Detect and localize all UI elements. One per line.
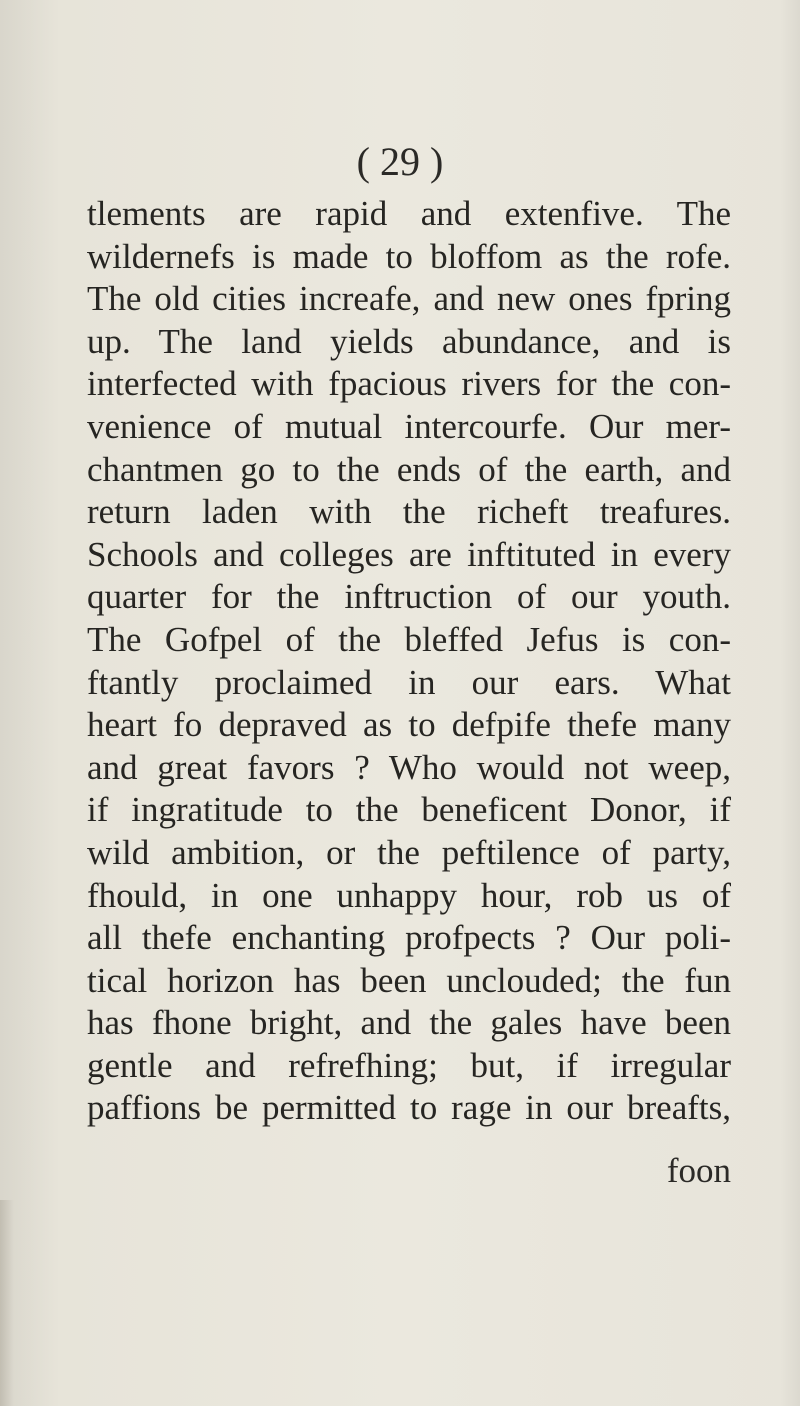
text-line: all thefe enchanting profpects ? Our poli- bbox=[87, 918, 731, 958]
margin-stain bbox=[0, 1200, 14, 1406]
gutter-shadow bbox=[0, 0, 60, 1406]
text-line: wildernefs is made to bloffom as the rofe. bbox=[87, 236, 731, 276]
text-line: Schools and colleges are inftituted in every bbox=[87, 534, 731, 574]
text-line: venience of mutual intercourfe. Our mer- bbox=[87, 406, 731, 446]
text-line: if ingratitude to the beneficent Donor, if bbox=[87, 790, 731, 830]
text-line: The old cities increafe, and new ones fpring bbox=[87, 279, 731, 319]
page-edge-shadow bbox=[780, 0, 800, 1406]
text-line: fhould, in one unhappy hour, rob us of bbox=[87, 875, 731, 915]
text-line: The Gofpel of the bleffed Jefus is con- bbox=[87, 619, 731, 659]
text-line: has fhone bright, and the gales have been bbox=[87, 1003, 731, 1043]
text-line: up. The land yields abundance, and is bbox=[87, 321, 731, 361]
text-line: and great favors ? Who would not weep, bbox=[87, 747, 731, 787]
text-line: gentle and refrefhing; but, if irregular bbox=[87, 1045, 731, 1085]
page-number-header: ( 29 ) bbox=[356, 139, 444, 184]
text-line: tical horizon has been unclouded; the fun bbox=[87, 960, 731, 1000]
text-line: heart fo depraved as to defpife thefe many bbox=[87, 705, 731, 745]
text-line: chantmen go to the ends of the earth, and bbox=[87, 449, 731, 489]
text-line: quarter for the inftruction of our youth. bbox=[87, 577, 731, 617]
text-line: return laden with the richeft treafures. bbox=[87, 492, 731, 532]
body-text bbox=[87, 193, 731, 1130]
catchword: foon bbox=[666, 1151, 731, 1190]
text-line: paffions be permitted to rage in our breafts, bbox=[87, 1088, 731, 1128]
text-line: interfected with fpacious rivers for the con- bbox=[87, 364, 731, 404]
text-line: tlements are rapid and extenfive. The bbox=[87, 194, 731, 233]
text-line: ftantly proclaimed in our ears. What bbox=[87, 662, 731, 702]
text-line: wild ambition, or the peftilence of party, bbox=[87, 832, 731, 872]
